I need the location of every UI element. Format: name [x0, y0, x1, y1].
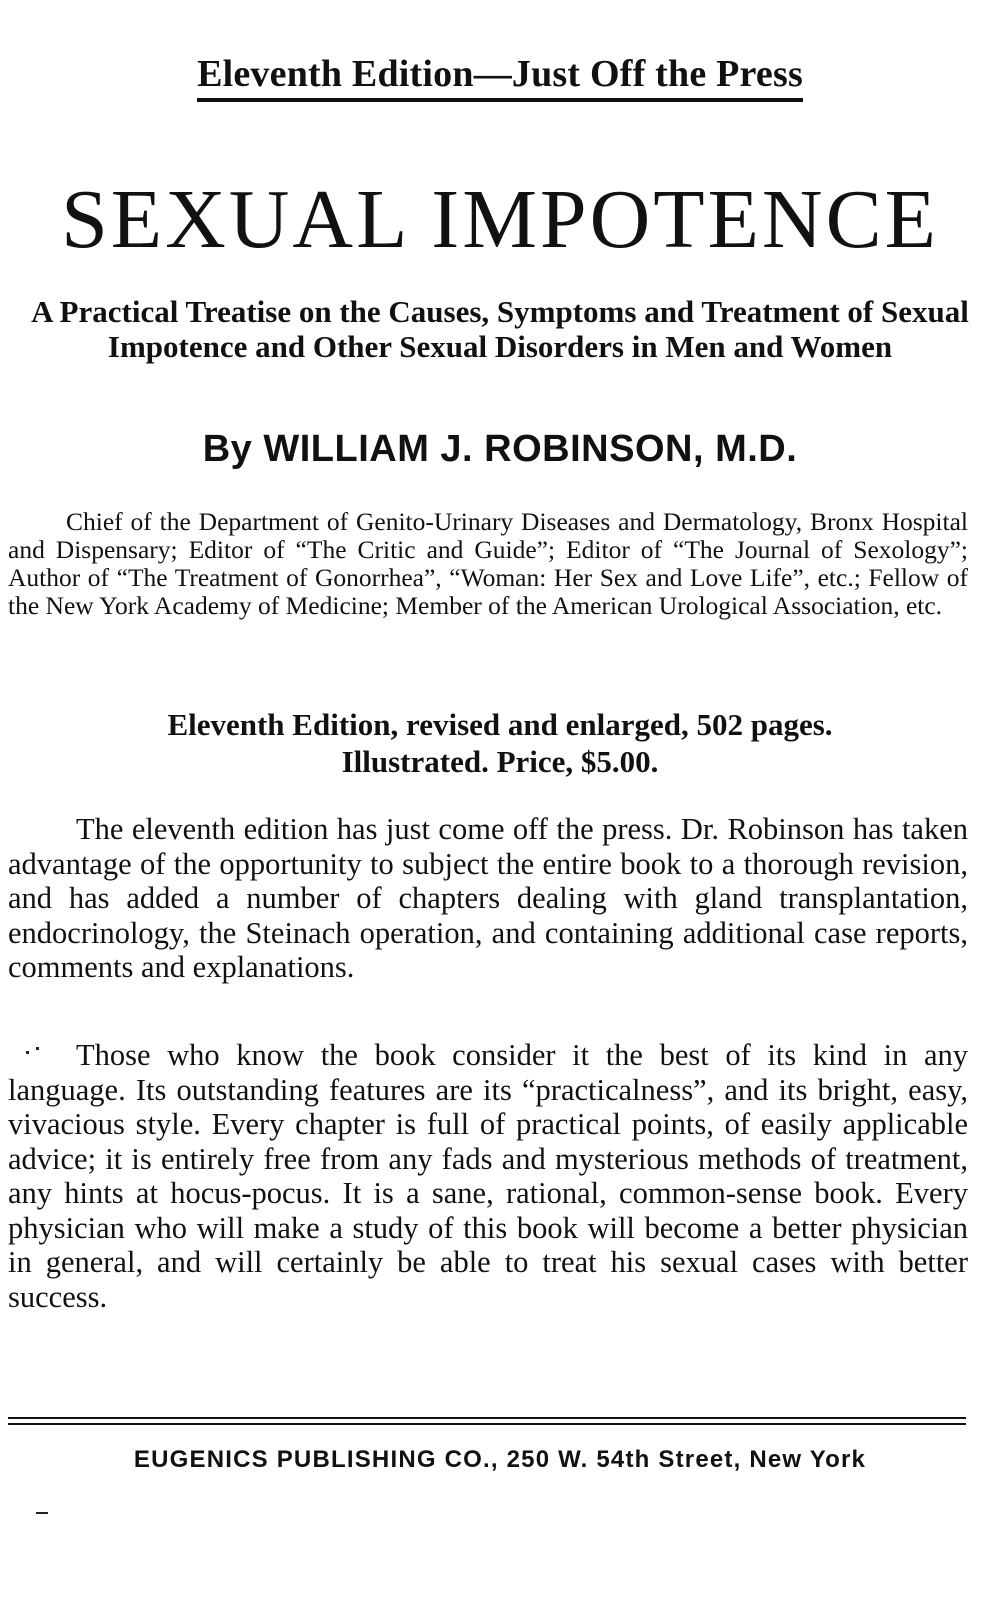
- divider-rule-bottom: [8, 1423, 966, 1425]
- divider-rule-top: [8, 1417, 966, 1419]
- edition-info: [0, 706, 1000, 780]
- author-credentials: Chief of the Department of Genito-Urinary Diseases and Dermatology, Bronx Hospital and Dispensary; Editor of “The Critic and Guide”; Editor of “The Journal of Sexology”; Author of “The Treatment of Gonorrhea”, “Woman: Her Sex and Love Life”, etc.; Fellow of the New York Academy of Medicine; Member of the American Urological Association, etc.: [8, 507, 968, 620]
- edition-banner-text: Eleventh Edition—Just Off the Press: [197, 52, 803, 102]
- body-paragraph-1: The eleventh edition has just come off the press. Dr. Robinson has taken advantage of the opportunity to subject the entire book to a thorough revision, and has added a number of chapters dealing with gland transplantation, endocrinology, the Steinach operation, and containing additional case reports, comments and explanations.: [8, 812, 968, 984]
- price-line: Illustrated. Price, $5.00.: [341, 744, 659, 779]
- print-speck: [36, 1047, 39, 1050]
- author-line: By WILLIAM J. ROBINSON, M.D.: [202, 428, 798, 470]
- edition-banner: [0, 52, 1000, 102]
- book-title: SEXUAL IMPOTENCE: [61, 173, 939, 266]
- edition-details: Eleventh Edition, revised and enlarged, 502 pages.: [167, 707, 833, 742]
- print-speck: [26, 1051, 29, 1054]
- publisher-imprint: EUGENICS PUBLISHING CO., 250 W. 54th Street, New York: [133, 1446, 867, 1473]
- print-speck: [36, 1512, 48, 1514]
- book-subtitle: A Practical Treatise on the Causes, Symptoms and Treatment of Sexual Impotence and Other Sexual Disorders in Men and Women: [31, 294, 969, 364]
- body-paragraph-2: Those who know the book consider it the best of its kind in any language. Its outstanding features are its “practicalness”, and its bright, easy, vivacious style. Every chapter is full of practical points, of easily applicable advice; it is entirely free from any fads and mysterious methods of treatment, any hints at hocus-pocus. It is a sane, rational, common-sense book. Every physician who will make a study of this book will become a better physician in general, and will certainly be able to treat his sexual cases with better success.: [8, 1038, 968, 1314]
